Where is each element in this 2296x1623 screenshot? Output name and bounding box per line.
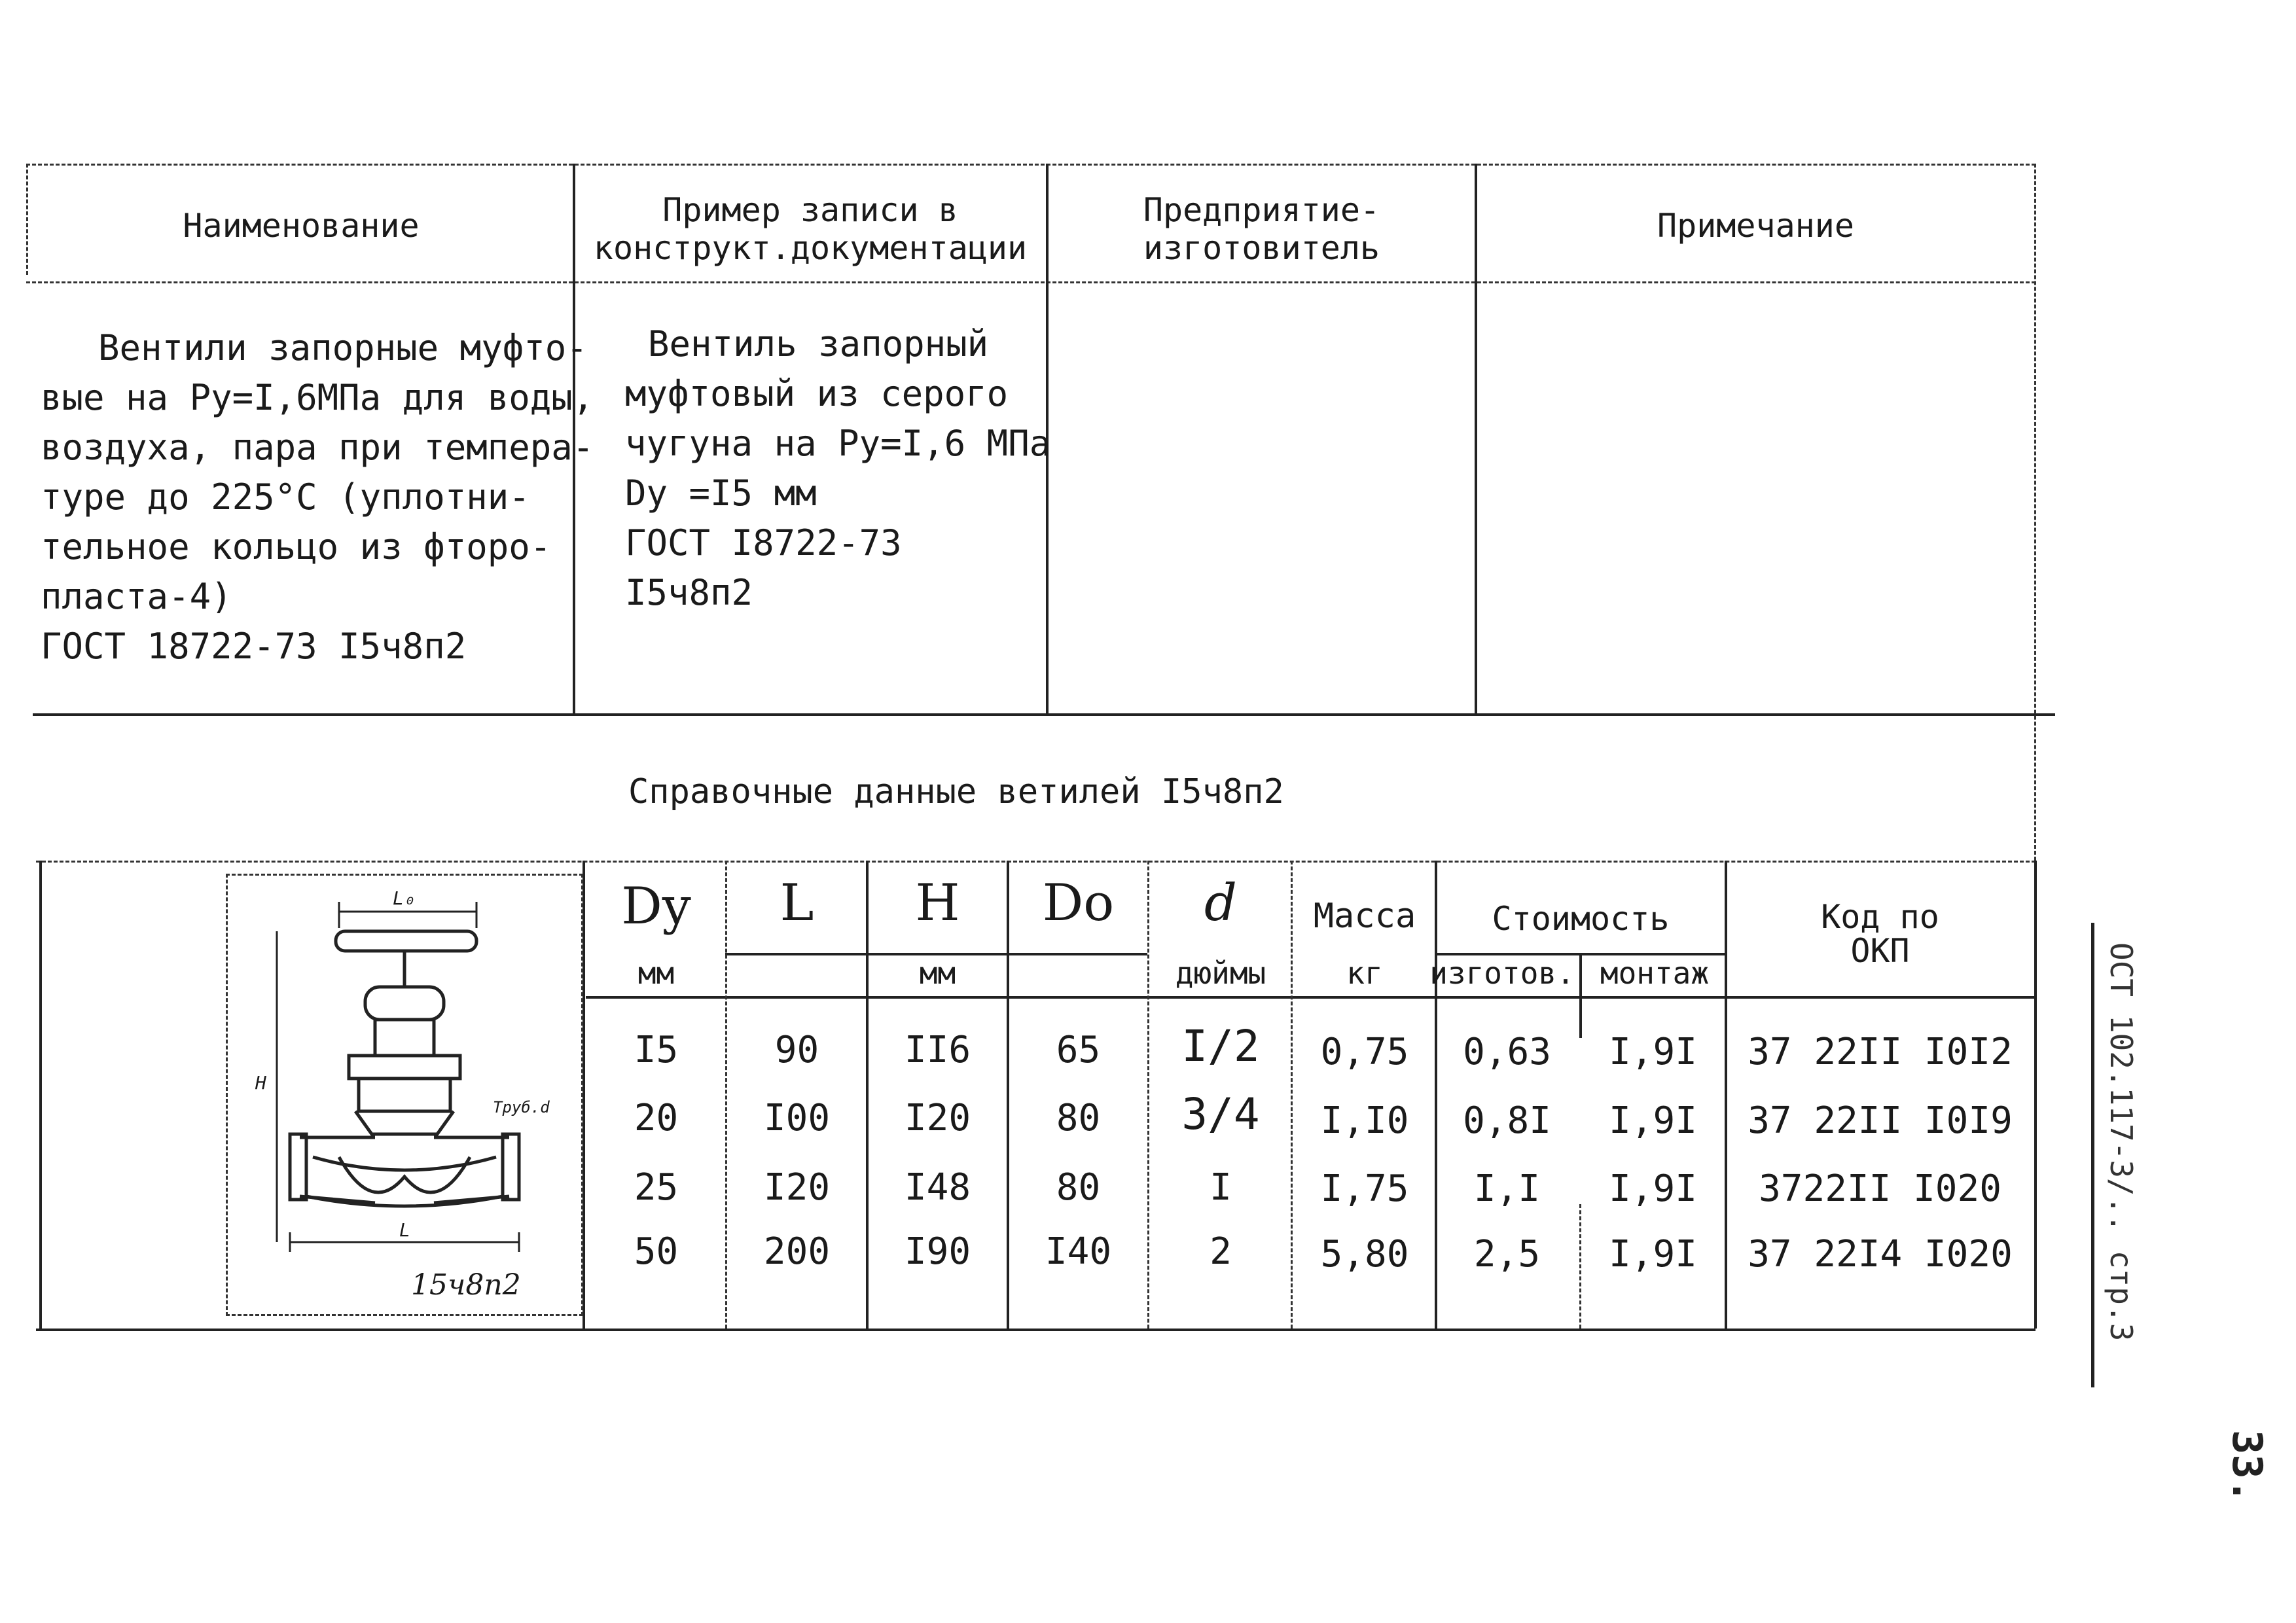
cell-h: I90 [904,1230,971,1273]
cell-l: 90 [774,1029,819,1071]
table2-bottom-border [36,1329,2036,1331]
cell-l: I00 [763,1097,831,1139]
cell-l: I20 [763,1166,831,1209]
cell-do: 65 [1056,1029,1101,1071]
unit-kg: кг [1346,955,1383,991]
cell-mass: I,I0 [1320,1099,1409,1142]
table2-col-divider [1291,861,1293,1329]
cell-d: 3/4 [1181,1089,1260,1139]
table2-col-divider [1147,861,1149,1329]
cell-cost-install: I,9I [1609,1031,1697,1073]
header-example: Пример записи в конструкт.документации [593,191,1028,267]
cell-cost-install: I,9I [1609,1168,1697,1210]
col-mass-header: Масса [1313,897,1416,936]
cost-sub-divider [1579,1204,1581,1329]
header-name: Наименование [183,207,420,245]
unit-inch: дюймы [1175,955,1266,991]
example-line: чугуна на Ру=I,6 МПа [625,423,1051,464]
dim-label-l0: L₀ [393,887,415,909]
cell-d: 2 [1210,1230,1232,1273]
name-line: ГОСТ 18722-73 I5ч8п2 [41,626,467,667]
cell-code: 37 22II I0I9 [1748,1099,2013,1142]
cost-install-header: монтаж [1600,955,1710,991]
name-line: Вентили запорные муфто- [98,327,588,368]
cell-l: 200 [763,1230,831,1273]
name-line: воздуха, пара при темпера- [41,427,594,468]
cell-mass: 5,80 [1320,1233,1409,1275]
cell-h: II6 [904,1029,971,1071]
valve-drawing [228,876,581,1314]
cell-mass: 0,75 [1320,1031,1409,1073]
cell-mass: I,75 [1320,1168,1409,1210]
name-line: пласта-4) [41,576,232,617]
cell-cost-install: I,9I [1609,1233,1697,1275]
cell-code: 37 22I4 I020 [1748,1233,2013,1275]
table1-left-border [26,164,28,275]
cell-code: 3722II I020 [1759,1168,2001,1210]
table2-left-border [39,861,42,1329]
table2-top-border [36,861,2036,863]
dim-label-pipe: Труб.d [493,1098,550,1116]
valve-drawing-frame [226,874,583,1316]
col-dy-symbol: Dy [621,877,691,936]
header-note: Примечание [1657,207,1855,245]
table2-header-divider [586,996,2036,999]
cell-cost-install: I,9I [1609,1099,1697,1142]
cell-do: I40 [1045,1230,1112,1273]
cell-code: 37 22II I0I2 [1748,1031,2013,1073]
code-okp-header: Код по ОКП [1821,898,1939,970]
cell-h: I48 [904,1166,971,1209]
name-line: вые на Ру=I,6МПа для воды, [41,377,594,418]
header-manufacturer: Предприятие- изготовитель [1143,191,1380,267]
dim-label-h: H [255,1072,266,1094]
cost-header: Стоимость [1492,900,1670,938]
cell-d: I [1210,1166,1232,1209]
cell-cost-manufacture: 0,8I [1463,1099,1551,1142]
col-l-symbol: L [780,874,814,933]
table1-bottom-border [33,713,2055,716]
example-line: Вентиль запорный [648,323,989,365]
example-line: муфтовый из серого [625,373,1009,414]
cell-d: I/2 [1181,1021,1260,1071]
table2-caption: Справочные данные ветилей I5ч8п2 [628,772,1284,812]
cell-do: 80 [1056,1166,1101,1209]
cell-do: 80 [1056,1097,1101,1139]
cell-dy: 50 [634,1230,679,1273]
table2-col-divider [866,861,869,1329]
table1-header-divider [26,281,2036,283]
side-stamp-rule [2091,923,2094,1387]
example-line: I5ч8п2 [625,572,753,613]
cell-cost-manufacture: I,I [1473,1168,1541,1210]
table1-col-divider-3 [1475,164,1477,713]
table2-col-divider [725,861,727,1329]
side-stamp: ОСТ 102.117-3/.. стр.3 [2104,942,2139,1342]
page-number: 33. [2223,1430,2271,1503]
cell-cost-manufacture: 0,63 [1463,1031,1551,1073]
unit-mm-dy: мм [637,955,675,991]
cell-dy: 25 [634,1166,679,1209]
cell-dy: 20 [634,1097,679,1139]
example-line: Dу =I5 мм [625,473,817,514]
col-d-symbol: d [1204,874,1237,933]
col-h-symbol: H [915,874,960,933]
table1-right-border [2034,164,2036,861]
unit-mm-group: мм [919,955,956,991]
table2-col-divider [1725,861,1727,1329]
table1-top-border [26,164,2036,166]
cell-cost-manufacture: 2,5 [1473,1233,1541,1275]
table2-right-border [2034,861,2037,1329]
col-do-symbol: Do [1042,874,1115,933]
cell-h: I20 [904,1097,971,1139]
name-line: тельное кольцо из фторо- [41,526,552,567]
cell-dy: I5 [634,1029,679,1071]
cost-manufacture-header: изготов. [1429,955,1575,991]
dim-label-l: L [399,1219,410,1241]
example-line: ГОСТ I8722-73 [625,522,902,563]
drawing-label: 15ч8п2 [411,1268,521,1302]
name-line: туре до 225°С (уплотни- [41,476,530,518]
table2-col-divider [1007,861,1009,1329]
